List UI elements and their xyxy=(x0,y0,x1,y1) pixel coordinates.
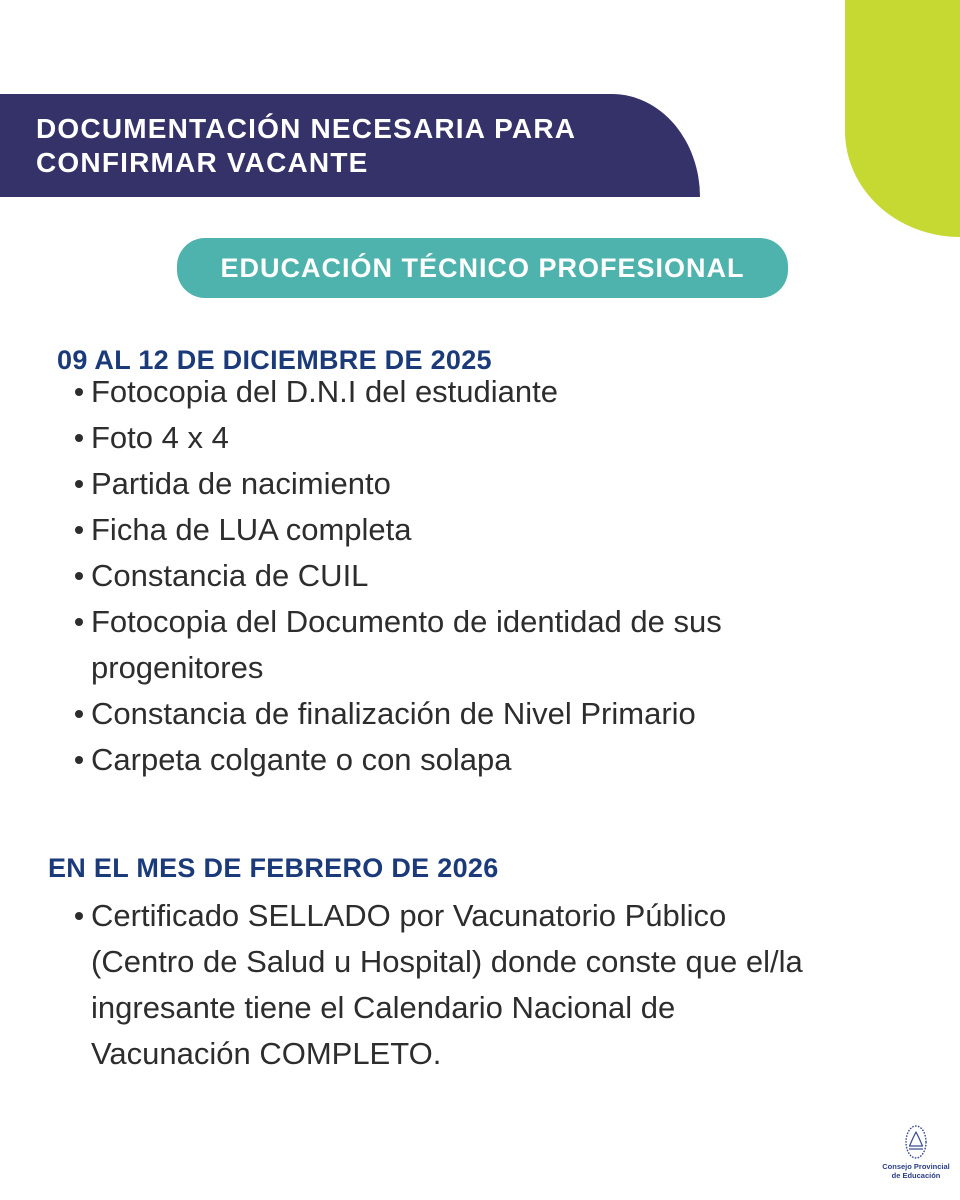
list-item: Ficha de LUA completa xyxy=(75,507,815,553)
list-item: Constancia de finalización de Nivel Primario xyxy=(75,691,815,737)
list-item: Constancia de CUIL xyxy=(75,553,815,599)
lime-corner-shape xyxy=(845,0,960,237)
banner-title-line2: CONFIRMAR VACANTE xyxy=(36,146,369,178)
org-footer xyxy=(866,1125,960,1180)
list-item: Foto 4 x 4 xyxy=(75,415,815,461)
category-pill-label: EDUCACIÓN TÉCNICO PROFESIONAL xyxy=(220,252,745,283)
list-item: Partida de nacimiento xyxy=(75,461,815,507)
list-item: Fotocopia del D.N.I del estudiante xyxy=(75,369,815,415)
title-banner xyxy=(0,94,700,197)
category-pill xyxy=(177,238,788,298)
section-heading-february: EN EL MES DE FEBRERO DE 2026 xyxy=(48,853,499,883)
list-item: Carpeta colgante o con solapa xyxy=(75,737,815,783)
document-list-december xyxy=(75,369,815,783)
provincial-seal-icon xyxy=(905,1125,927,1159)
org-name-line2: de Educación xyxy=(891,1171,941,1180)
document-list-february xyxy=(75,893,811,1077)
list-item: Fotocopia del Documento de identidad de sus progenitores xyxy=(75,599,815,691)
list-item: Certificado SELLADO por Vacunatorio Público (Centro de Salud u Hospital) donde conste que el/la ingresante tiene el Calendario Nacional de Vacunación COMPLETO. xyxy=(75,893,811,1077)
banner-title-line1: DOCUMENTACIÓN NECESARIA PARA xyxy=(36,112,577,144)
org-name-line1: Consejo Provincial xyxy=(882,1162,950,1171)
section-heading-december: 09 AL 12 DE DICIEMBRE DE 2025 xyxy=(57,345,492,375)
